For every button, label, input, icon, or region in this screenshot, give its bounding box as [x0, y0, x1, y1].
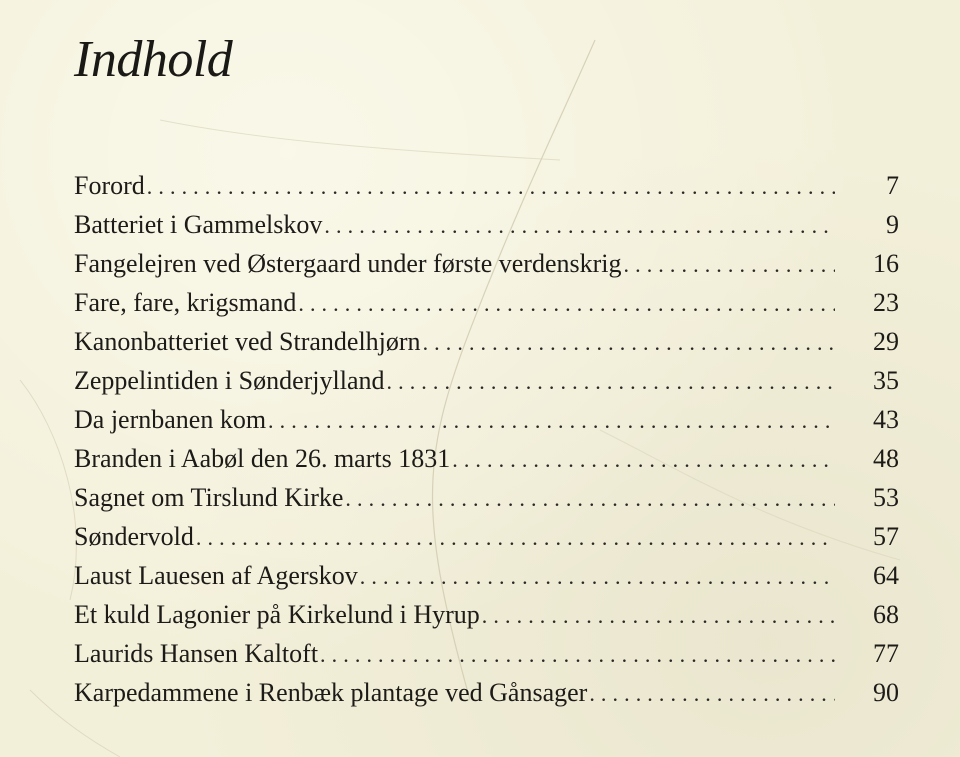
toc-entry[interactable] [74, 478, 899, 517]
page-title: Indhold [74, 31, 233, 88]
toc-entry-title: Sagnet om Tirslund Kirke [74, 483, 344, 512]
toc-leader-dots [360, 557, 835, 596]
toc-entry-page: 23 [873, 288, 899, 317]
toc-entry-page: 53 [873, 483, 899, 512]
toc-entry-title: Forord [74, 171, 145, 200]
toc-entry-page: 16 [873, 249, 899, 278]
toc-entry[interactable] [74, 322, 899, 361]
toc-entry-page: 68 [873, 600, 899, 629]
toc-entry-title: Et kuld Lagonier på Kirkelund i Hyrup [74, 600, 480, 629]
toc-entry-page: 9 [886, 210, 899, 239]
toc-entry[interactable] [74, 556, 899, 595]
toc-entry[interactable] [74, 517, 899, 556]
toc-leader-dots [324, 206, 835, 245]
toc-entry-page: 43 [873, 405, 899, 434]
toc-entry-page: 90 [873, 678, 899, 707]
toc-entry[interactable] [74, 205, 899, 244]
toc-entry[interactable] [74, 244, 899, 283]
toc-entry-title: Da jernbanen kom [74, 405, 267, 434]
toc-leader-dots [387, 362, 836, 401]
toc-entry-page: 29 [873, 327, 899, 356]
toc-entry-title: Fangelejren ved Østergaard under første verdenskrig [74, 249, 622, 278]
toc-entry[interactable] [74, 439, 899, 478]
toc-entry-page: 35 [873, 366, 899, 395]
toc-leader-dots [298, 284, 835, 323]
toc-entry-title: Zeppelintiden i Sønderjylland [74, 366, 385, 395]
toc-leader-dots [147, 167, 835, 206]
toc-leader-dots [268, 401, 835, 440]
toc-entry-title: Søndervold [74, 522, 194, 551]
toc-entry-page: 48 [873, 444, 899, 473]
toc-entry-page: 57 [873, 522, 899, 551]
toc-entry[interactable] [74, 595, 899, 634]
toc-entry[interactable] [74, 634, 899, 673]
toc-entry[interactable] [74, 283, 899, 322]
toc-leader-dots [320, 635, 835, 674]
toc-entry-title: Fare, fare, krigsmand [74, 288, 297, 317]
toc-entry[interactable] [74, 166, 899, 205]
table-of-contents [74, 166, 899, 712]
toc-entry[interactable] [74, 400, 899, 439]
toc-entry-title: Karpedammene i Renbæk plantage ved Gånsager [74, 678, 588, 707]
toc-leader-dots [452, 440, 835, 479]
toc-leader-dots [482, 596, 835, 635]
toc-entry-page: 7 [886, 171, 899, 200]
toc-entry-title: Kanonbatteriet ved Strandelhjørn [74, 327, 421, 356]
toc-entry-title: Laurids Hansen Kaltoft [74, 639, 319, 668]
toc-entry-page: 64 [873, 561, 899, 590]
toc-entry-page: 77 [873, 639, 899, 668]
toc-entry-title: Laust Lauesen af Agerskov [74, 561, 358, 590]
toc-leader-dots [589, 674, 835, 713]
toc-leader-dots [196, 518, 835, 557]
toc-leader-dots [345, 479, 835, 518]
toc-entry[interactable] [74, 361, 899, 400]
toc-entry-title: Batteriet i Gammelskov [74, 210, 323, 239]
toc-entry-title: Branden i Aabøl den 26. marts 1831 [74, 444, 451, 473]
toc-leader-dots [624, 245, 836, 284]
toc-entry[interactable] [74, 673, 899, 712]
toc-leader-dots [423, 323, 835, 362]
